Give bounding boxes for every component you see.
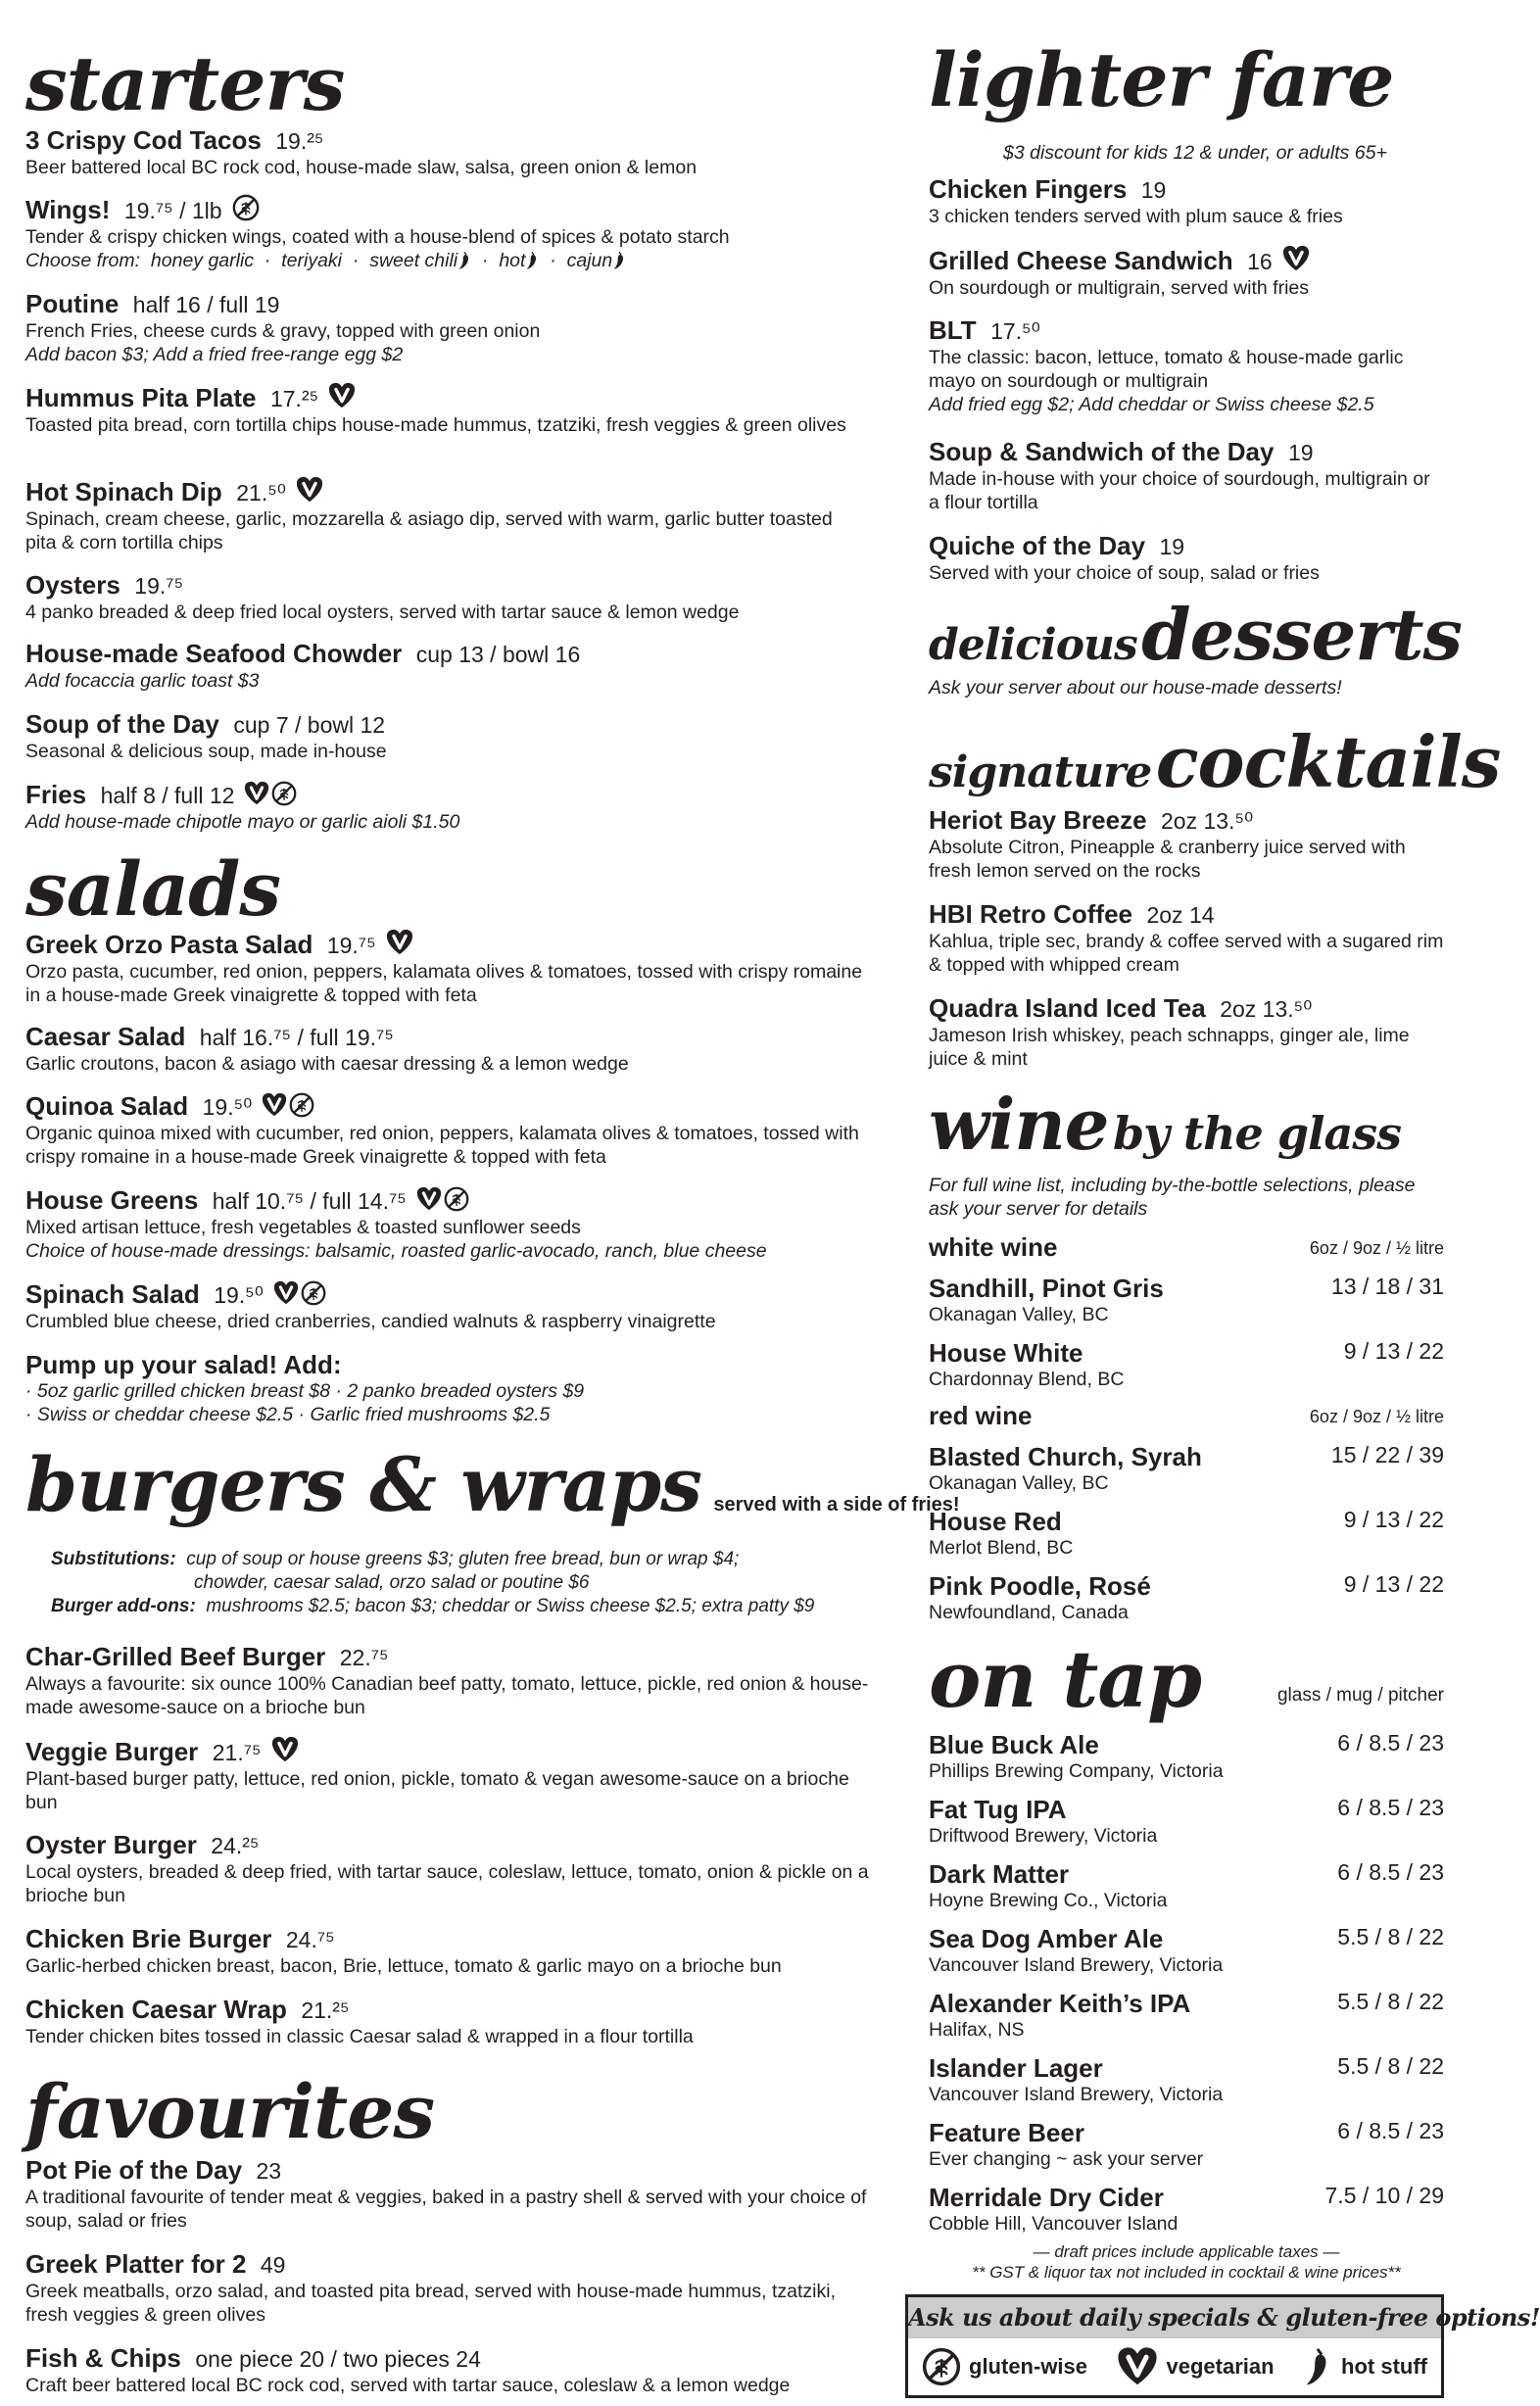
item-price: half 10.⁷⁵ / full 14.⁷⁵ xyxy=(212,1188,407,1214)
item-price: 19.⁷⁵ / 1lb xyxy=(123,198,222,223)
item-name: House Greens xyxy=(25,1185,199,1215)
item-desc: Toasted pita bread, corn tortilla chips house-made hummus, tzatziki, fresh veggies & green olives xyxy=(25,414,846,436)
menu-item xyxy=(929,315,1444,416)
item-origin: Chardonnay Blend, BC xyxy=(929,1369,1125,1390)
item-desc: Tender & crispy chicken wings, coated with a house-blend of spices & potato starch xyxy=(25,226,730,248)
item-price: 6 / 8.5 / 23 xyxy=(1337,1795,1444,1820)
menu-item xyxy=(25,289,888,366)
beer-item xyxy=(929,1730,1444,1783)
item-desc: 3 chicken tenders served with plum sauce & fries xyxy=(929,206,1343,227)
vegetarian-icon xyxy=(271,1736,299,1763)
gluten-wise-icon xyxy=(301,1280,326,1306)
legend-box xyxy=(905,2294,1540,2398)
item-price: cup 7 / bowl 12 xyxy=(233,712,386,738)
gluten-wise-icon xyxy=(444,1186,469,1212)
vegetarian-icon xyxy=(328,382,356,409)
item-name: Caesar Salad xyxy=(25,1022,186,1051)
item-desc: 4 panko breaded & deep fried local oysters, served with tartar sauce & lemon wedge xyxy=(25,602,740,623)
item-name: Oyster Burger xyxy=(25,1830,197,1859)
item-desc: Garlic croutons, bacon & asiago with caesar dressing & a lemon wedge xyxy=(25,1053,629,1075)
item-origin: Hoyne Brewing Co., Victoria xyxy=(929,1890,1168,1911)
substitutions-note: Substitutions: cup of soup or house greens $3; gluten free bread, bun or wrap $4; chowder, caesar salad, orzo salad or poutine $6 Burger add-ons: mushrooms $2.5; bacon $3; cheddar or Swiss cheese $2.5; extra patty $9 xyxy=(51,1549,815,1616)
vegetarian-icon xyxy=(262,1092,287,1118)
vegetarian-icon xyxy=(244,781,269,806)
on-tap-heading: on tap xyxy=(929,1633,1202,1725)
menu-item xyxy=(25,780,888,834)
item-origin: Newfoundland, Canada xyxy=(929,1602,1129,1623)
item-price: 6 / 8.5 / 23 xyxy=(1337,2118,1444,2143)
cocktails-heading: signature cocktails xyxy=(929,720,1501,803)
item-name: Soup of the Day xyxy=(25,709,219,739)
item-price: 6 / 8.5 / 23 xyxy=(1337,1730,1444,1756)
menu-item xyxy=(25,2155,878,2233)
item-price: 9 / 13 / 22 xyxy=(1343,1571,1444,1597)
legend-ask: Ask us about daily specials & gluten-free options! xyxy=(908,2297,1441,2338)
item-price: 17.⁵⁰ xyxy=(990,318,1040,344)
item-name: House White xyxy=(929,1338,1083,1368)
menu-item xyxy=(929,805,1444,883)
salads-heading: salads xyxy=(25,845,281,933)
item-origin: Okanagan Valley, BC xyxy=(929,1472,1109,1494)
item-extra: Add house-made chipotle mayo or garlic aioli $1.50 xyxy=(25,811,460,833)
item-origin: Phillips Brewing Company, Victoria xyxy=(929,1760,1224,1782)
item-name: Fat Tug IPA xyxy=(929,1795,1067,1824)
item-origin: Cobble Hill, Vancouver Island xyxy=(929,2213,1179,2235)
item-desc: Seasonal & delicious soup, made in-house xyxy=(25,741,387,762)
item-name: Spinach Salad xyxy=(25,1279,200,1309)
menu-item xyxy=(25,709,888,763)
item-name: Fries xyxy=(25,780,87,809)
item-desc: Served with your choice of soup, salad or fries xyxy=(929,562,1320,584)
item-price: cup 13 / bowl 16 xyxy=(415,642,581,667)
item-price: 2oz 13.⁵⁰ xyxy=(1161,808,1254,834)
item-price: 19.⁵⁰ xyxy=(202,1094,253,1120)
vegetarian-icon xyxy=(1117,2346,1158,2387)
item-price: 9 / 13 / 22 xyxy=(1343,1507,1444,1532)
beer-item xyxy=(929,1989,1444,2042)
menu-item xyxy=(25,1995,888,2048)
item-name: Heriot Bay Breeze xyxy=(929,805,1147,835)
item-origin: Driftwood Brewery, Victoria xyxy=(929,1825,1158,1847)
item-name: Greek Orzo Pasta Salad xyxy=(25,930,313,959)
item-desc: Beer battered local BC rock cod, house-made slaw, salsa, green onion & lemon xyxy=(25,157,698,178)
item-price: 5.5 / 8 / 22 xyxy=(1337,1989,1444,2014)
item-name: Char-Grilled Beef Burger xyxy=(25,1642,326,1671)
item-name: Pink Poodle, Rosé xyxy=(929,1571,1151,1601)
item-name: Islander Lager xyxy=(929,2053,1103,2083)
item-name: Wings! xyxy=(25,195,111,224)
item-desc: Made in-house with your choice of sourdough, multigrain or a flour tortilla xyxy=(929,468,1430,513)
item-price: 23 xyxy=(256,2158,282,2184)
item-price: 5.5 / 8 / 22 xyxy=(1337,2053,1444,2079)
lighter-fare-note: $3 discount for kids 12 & under, or adults 65+ xyxy=(1003,142,1387,164)
item-name: BLT xyxy=(929,315,977,345)
gluten-wise-icon xyxy=(232,194,260,221)
item-price: 6 / 8.5 / 23 xyxy=(1337,1859,1444,1885)
item-name: Veggie Burger xyxy=(25,1737,199,1766)
item-name: Pot Pie of the Day xyxy=(25,2155,243,2185)
item-desc: Garlic-herbed chicken breast, bacon, Brie, lettuce, tomato & garlic mayo on a brioche bun xyxy=(25,1955,782,1977)
item-desc: Local oysters, breaded & deep fried, with tartar sauce, coleslaw, lettuce, tomato, onion & pickle on a brioche bun xyxy=(25,1861,869,1906)
vegetarian-icon xyxy=(386,929,413,956)
item-name: Grilled Cheese Sandwich xyxy=(929,246,1233,275)
item-name: Fish & Chips xyxy=(25,2343,181,2373)
item-desc: Greek meatballs, orzo salad, and toasted pita bread, served with house-made hummus, tzatziki, fresh veggies & green olives xyxy=(25,2281,836,2326)
menu-item xyxy=(25,1185,888,1263)
desserts-note: Ask your server about our house-made desserts! xyxy=(929,677,1342,698)
item-origin: Merlot Blend, BC xyxy=(929,1537,1074,1559)
favourites-heading: favourites xyxy=(25,2068,435,2155)
item-origin: Vancouver Island Brewery, Victoria xyxy=(929,1954,1224,1976)
item-price: 5.5 / 8 / 22 xyxy=(1337,1924,1444,1949)
wine-item xyxy=(929,1571,1444,1624)
menu-item xyxy=(929,174,1444,228)
item-name: Sea Dog Amber Ale xyxy=(929,1924,1164,1953)
hot-stuff-icon xyxy=(457,251,471,270)
item-name: HBI Retro Coffee xyxy=(929,899,1133,929)
item-name: Merridale Dry Cider xyxy=(929,2183,1164,2212)
item-name: House-made Seafood Chowder xyxy=(25,639,403,668)
wine-group-white xyxy=(929,1232,1444,1262)
gluten-wise-icon xyxy=(922,2347,961,2386)
item-desc: Orzo pasta, cucumber, red onion, peppers, kalamata olives & tomatoes, tossed with crispy romaine in a house-made Greek vinaigrette & topped with feta xyxy=(25,961,863,1006)
item-desc: Organic quinoa mixed with cucumber, red onion, peppers, kalamata olives & tomatoes, tossed with crispy romaine in a house-made Greek vinaigrette & topped with feta xyxy=(25,1123,859,1168)
beer-item xyxy=(929,1924,1444,1977)
wine-item xyxy=(929,1274,1444,1326)
hot-stuff-icon xyxy=(1304,2346,1331,2387)
addon-line: · 5oz garlic grilled chicken breast $8 · 2 panko breaded oysters $9 xyxy=(25,1380,585,1402)
item-choices: Choose from: honey garlic · teriyaki · sweet chili · hot · cajun xyxy=(25,249,888,272)
vegetarian-icon xyxy=(273,1280,299,1306)
item-name: Blue Buck Ale xyxy=(929,1730,1099,1759)
item-price: 16 xyxy=(1247,249,1273,274)
item-price: 2oz 14 xyxy=(1146,902,1215,928)
item-price: 13 / 18 / 31 xyxy=(1330,1274,1444,1299)
item-name: Chicken Fingers xyxy=(929,174,1128,204)
menu-item xyxy=(25,639,888,693)
item-name: Quadra Island Iced Tea xyxy=(929,993,1206,1023)
item-price: 19 xyxy=(1140,177,1167,203)
menu-item xyxy=(25,1642,878,1719)
menu-item xyxy=(25,1022,888,1076)
item-price: 19.⁷⁵ xyxy=(134,573,184,599)
legend-hot-stuff: hot stuff xyxy=(1304,2346,1427,2387)
menu-item xyxy=(929,531,1444,585)
item-name: Sandhill, Pinot Gris xyxy=(929,1274,1164,1303)
menu-item xyxy=(929,245,1444,300)
item-desc: Always a favourite: six ounce 100% Canadian beef patty, tomato, lettuce, pickle, red onion & house-made awesome-sauce on a brioche bun xyxy=(25,1673,869,1718)
menu-item xyxy=(25,194,888,272)
vegetarian-icon xyxy=(296,476,323,504)
item-price: 19 xyxy=(1159,534,1185,559)
item-origin: Halifax, NS xyxy=(929,2019,1025,2041)
menu-item xyxy=(25,929,878,1007)
menu-item xyxy=(25,570,888,624)
wine-group-red xyxy=(929,1401,1444,1430)
item-price: 17.²⁵ xyxy=(269,386,319,411)
wine-group-label: white wine xyxy=(929,1232,1058,1262)
wine-sizes: 6oz / 9oz / ½ litre xyxy=(1309,1238,1444,1258)
item-price: 21.⁷⁵ xyxy=(212,1740,262,1765)
item-price: half 16.⁷⁵ / full 19.⁷⁵ xyxy=(199,1025,394,1050)
item-name: Hummus Pita Plate xyxy=(25,383,257,412)
item-desc: Craft beer battered local BC rock cod, served with tartar sauce, coleslaw & a lemon wedge xyxy=(25,2375,791,2396)
item-price: one piece 20 / two pieces 24 xyxy=(195,2346,481,2372)
beer-item xyxy=(929,2053,1444,2106)
menu-item xyxy=(929,437,1444,514)
item-name: Blasted Church, Syrah xyxy=(929,1442,1202,1471)
wine-sizes: 6oz / 9oz / ½ litre xyxy=(1309,1407,1444,1426)
item-extra: Add focaccia garlic toast $3 xyxy=(25,670,260,692)
tap-footnote: — draft prices include applicable taxes — ** GST & liquor tax not included in cocktail & wine prices** xyxy=(972,2242,1401,2282)
menu-item xyxy=(25,125,888,179)
item-name: Feature Beer xyxy=(929,2118,1084,2147)
item-price: 24.²⁵ xyxy=(211,1833,260,1858)
item-price: half 8 / full 12 xyxy=(100,783,235,808)
desserts-heading: delicious desserts xyxy=(929,593,1463,676)
gluten-wise-icon xyxy=(289,1092,314,1118)
menu-item xyxy=(25,1830,878,1907)
item-desc: Spinach, cream cheese, garlic, mozzarella & asiago dip, served with warm, garlic butter toasted pita & corn tortilla chips xyxy=(25,508,833,553)
wine-group-label: red wine xyxy=(929,1401,1033,1430)
menu-item xyxy=(25,1279,888,1333)
item-origin: Ever changing ~ ask your server xyxy=(929,2148,1204,2170)
item-name: Quinoa Salad xyxy=(25,1091,189,1121)
wine-note: For full wine list, including by-the-bottle selections, please ask your server for details xyxy=(929,1175,1416,1220)
item-name: Chicken Caesar Wrap xyxy=(25,1995,287,2024)
burgers-heading: burgers & wraps xyxy=(25,1441,701,1528)
item-desc: Kahlua, triple sec, brandy & coffee served with a sugared rim & topped with whipped cream xyxy=(929,931,1444,976)
burgers-side-note: served with a side of fries! xyxy=(713,1494,960,1516)
hot-stuff-icon xyxy=(612,251,626,270)
item-name: Alexander Keith’s IPA xyxy=(929,1989,1191,2018)
item-name: House Red xyxy=(929,1507,1062,1536)
item-price: 21.²⁵ xyxy=(301,1997,350,2023)
item-price: half 16 / full 19 xyxy=(132,292,280,317)
item-price: 24.⁷⁵ xyxy=(285,1927,335,1952)
item-price: 2oz 13.⁵⁰ xyxy=(1220,996,1313,1022)
item-extra: Add bacon $3; Add a fried free-range egg $2 xyxy=(25,344,404,365)
gluten-wise-icon xyxy=(271,781,297,806)
item-price: 15 / 22 / 39 xyxy=(1330,1442,1444,1468)
menu-item xyxy=(929,993,1444,1071)
vegetarian-icon xyxy=(416,1186,442,1212)
addon-title: Pump up your salad! Add: xyxy=(25,1350,342,1379)
menu-item xyxy=(25,2249,878,2327)
menu-item xyxy=(929,899,1444,977)
item-name: Hot Spinach Dip xyxy=(25,477,222,506)
item-price: 19.⁵⁰ xyxy=(214,1282,264,1308)
tap-sizes: glass / mug / pitcher xyxy=(1276,1685,1444,1706)
wine-item xyxy=(929,1338,1444,1391)
item-price: 19.²⁵ xyxy=(275,128,324,154)
vegetarian-icon xyxy=(1282,245,1310,272)
menu-item xyxy=(25,1924,888,1978)
item-price: 7.5 / 10 / 29 xyxy=(1324,2183,1444,2208)
burgers-heading-row xyxy=(25,1441,960,1528)
item-desc: Mixed artisan lettuce, fresh vegetables & toasted sunflower seeds xyxy=(25,1217,581,1238)
item-price: 21.⁵⁰ xyxy=(236,480,286,505)
item-desc: A traditional favourite of tender meat & veggies, baked in a pastry shell & served with your choice of soup, salad or fries xyxy=(25,2187,867,2232)
item-desc: On sourdough or multigrain, served with fries xyxy=(929,277,1310,299)
hot-stuff-icon xyxy=(525,251,539,270)
item-name: Poutine xyxy=(25,289,120,318)
menu-item xyxy=(25,382,868,437)
item-desc: Jameson Irish whiskey, peach schnapps, ginger ale, lime juice & mint xyxy=(929,1025,1410,1070)
menu-item xyxy=(25,2343,888,2397)
item-name: Dark Matter xyxy=(929,1859,1070,1889)
item-extra: Choice of house-made dressings: balsamic, roasted garlic-avocado, ranch, blue cheese xyxy=(25,1240,767,1262)
starters-heading: starters xyxy=(25,40,345,127)
beer-item xyxy=(929,1795,1444,1848)
beer-item xyxy=(929,2183,1444,2236)
item-name: Oysters xyxy=(25,570,120,600)
item-desc: Plant-based burger patty, lettuce, red onion, pickle, tomato & vegan awesome-sauce on a brioche bun xyxy=(25,1768,849,1813)
item-desc: Crumbled blue cheese, dried cranberries, candied walnuts & raspberry vinaigrette xyxy=(25,1311,716,1332)
item-name: Quiche of the Day xyxy=(929,531,1146,560)
legend-gluten-wise: gluten-wise xyxy=(922,2347,1087,2386)
beer-item xyxy=(929,2118,1444,2171)
item-price: 19.⁷⁵ xyxy=(326,933,376,958)
item-name: Chicken Brie Burger xyxy=(25,1924,272,1953)
item-price: 19 xyxy=(1287,440,1314,465)
lighter-fare-heading: lighter fare xyxy=(929,36,1394,123)
item-price: 22.⁷⁵ xyxy=(339,1645,389,1670)
item-price: 9 / 13 / 22 xyxy=(1343,1338,1444,1364)
item-name: Greek Platter for 2 xyxy=(25,2249,247,2279)
item-origin: Okanagan Valley, BC xyxy=(929,1304,1109,1325)
item-desc: The classic: bacon, lettuce, tomato & house-made garlic mayo on sourdough or multigrain xyxy=(929,347,1404,392)
legend-row xyxy=(908,2338,1441,2387)
item-name: 3 Crispy Cod Tacos xyxy=(25,125,262,155)
wine-heading: wine by the glass xyxy=(929,1083,1402,1166)
wine-item xyxy=(929,1442,1444,1495)
item-price: 49 xyxy=(260,2252,286,2278)
item-name: Soup & Sandwich of the Day xyxy=(929,437,1275,466)
menu-item xyxy=(25,1736,878,1814)
legend-vegetarian: vegetarian xyxy=(1117,2346,1274,2387)
beer-item xyxy=(929,1859,1444,1912)
salad-addons xyxy=(25,1350,888,1426)
item-desc: Tender chicken bites tossed in classic Caesar salad & wrapped in a flour tortilla xyxy=(25,2026,694,2047)
item-extra: Add fried egg $2; Add cheddar or Swiss cheese $2.5 xyxy=(929,394,1374,415)
addon-line: · Swiss or cheddar cheese $2.5 · Garlic fried mushrooms $2.5 xyxy=(25,1404,551,1425)
wine-item xyxy=(929,1507,1444,1560)
menu-item xyxy=(25,1091,878,1169)
item-desc: French Fries, cheese curds & gravy, topped with green onion xyxy=(25,320,541,342)
menu-item xyxy=(25,476,868,554)
item-origin: Vancouver Island Brewery, Victoria xyxy=(929,2084,1224,2105)
item-desc: Absolute Citron, Pineapple & cranberry juice served with fresh lemon served on the rocks xyxy=(929,837,1406,882)
